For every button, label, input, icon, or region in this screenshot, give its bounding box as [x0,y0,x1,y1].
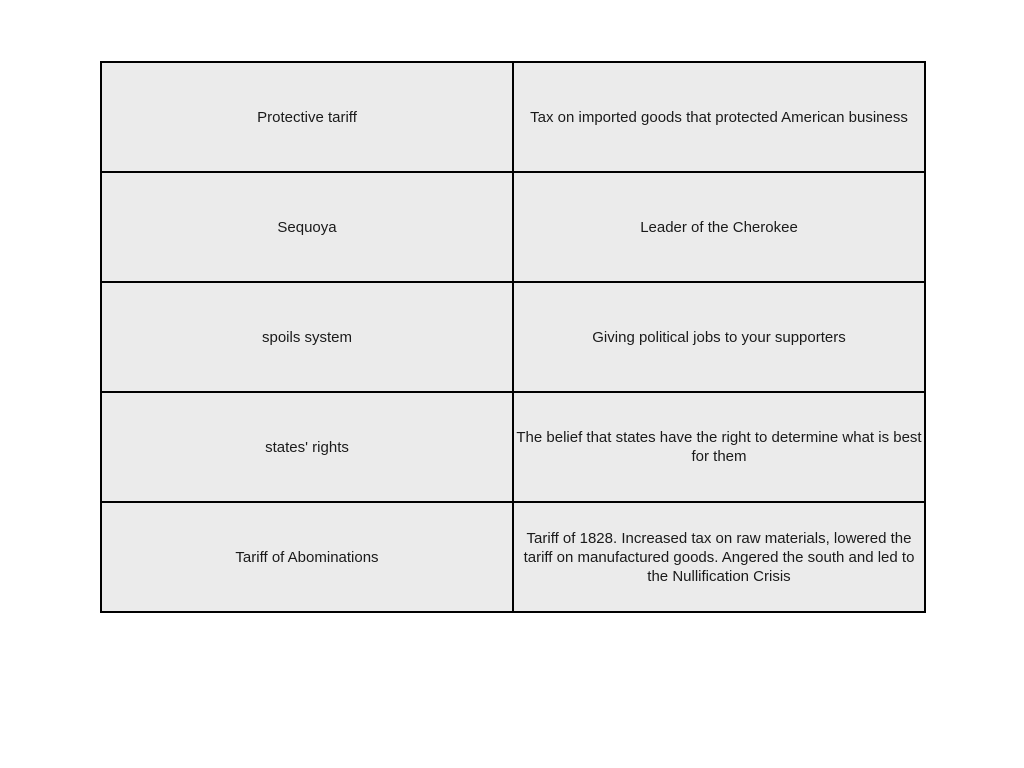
flashcard-term: spoils system [101,282,513,392]
flashcard-definition: Tariff of 1828. Increased tax on raw materials, lowered the tariff on manufactured goods. Angered the south and led to the Nullification Crisis [513,502,925,612]
flashcard-term: Sequoya [101,172,513,282]
flashcard-row [101,502,925,612]
flashcard-row [101,172,925,282]
flashcard-row [101,62,925,172]
flashcard-definition: The belief that states have the right to determine what is best for them [513,392,925,502]
flashcard-definition: Tax on imported goods that protected American business [513,62,925,172]
flashcard-definition: Giving political jobs to your supporters [513,282,925,392]
flashcard-term: states' rights [101,392,513,502]
flashcard-term: Protective tariff [101,62,513,172]
flashcard-row [101,392,925,502]
flashcard-table [100,61,926,613]
flashcard-term: Tariff of Abominations [101,502,513,612]
flashcard-row [101,282,925,392]
flashcard-definition: Leader of the Cherokee [513,172,925,282]
